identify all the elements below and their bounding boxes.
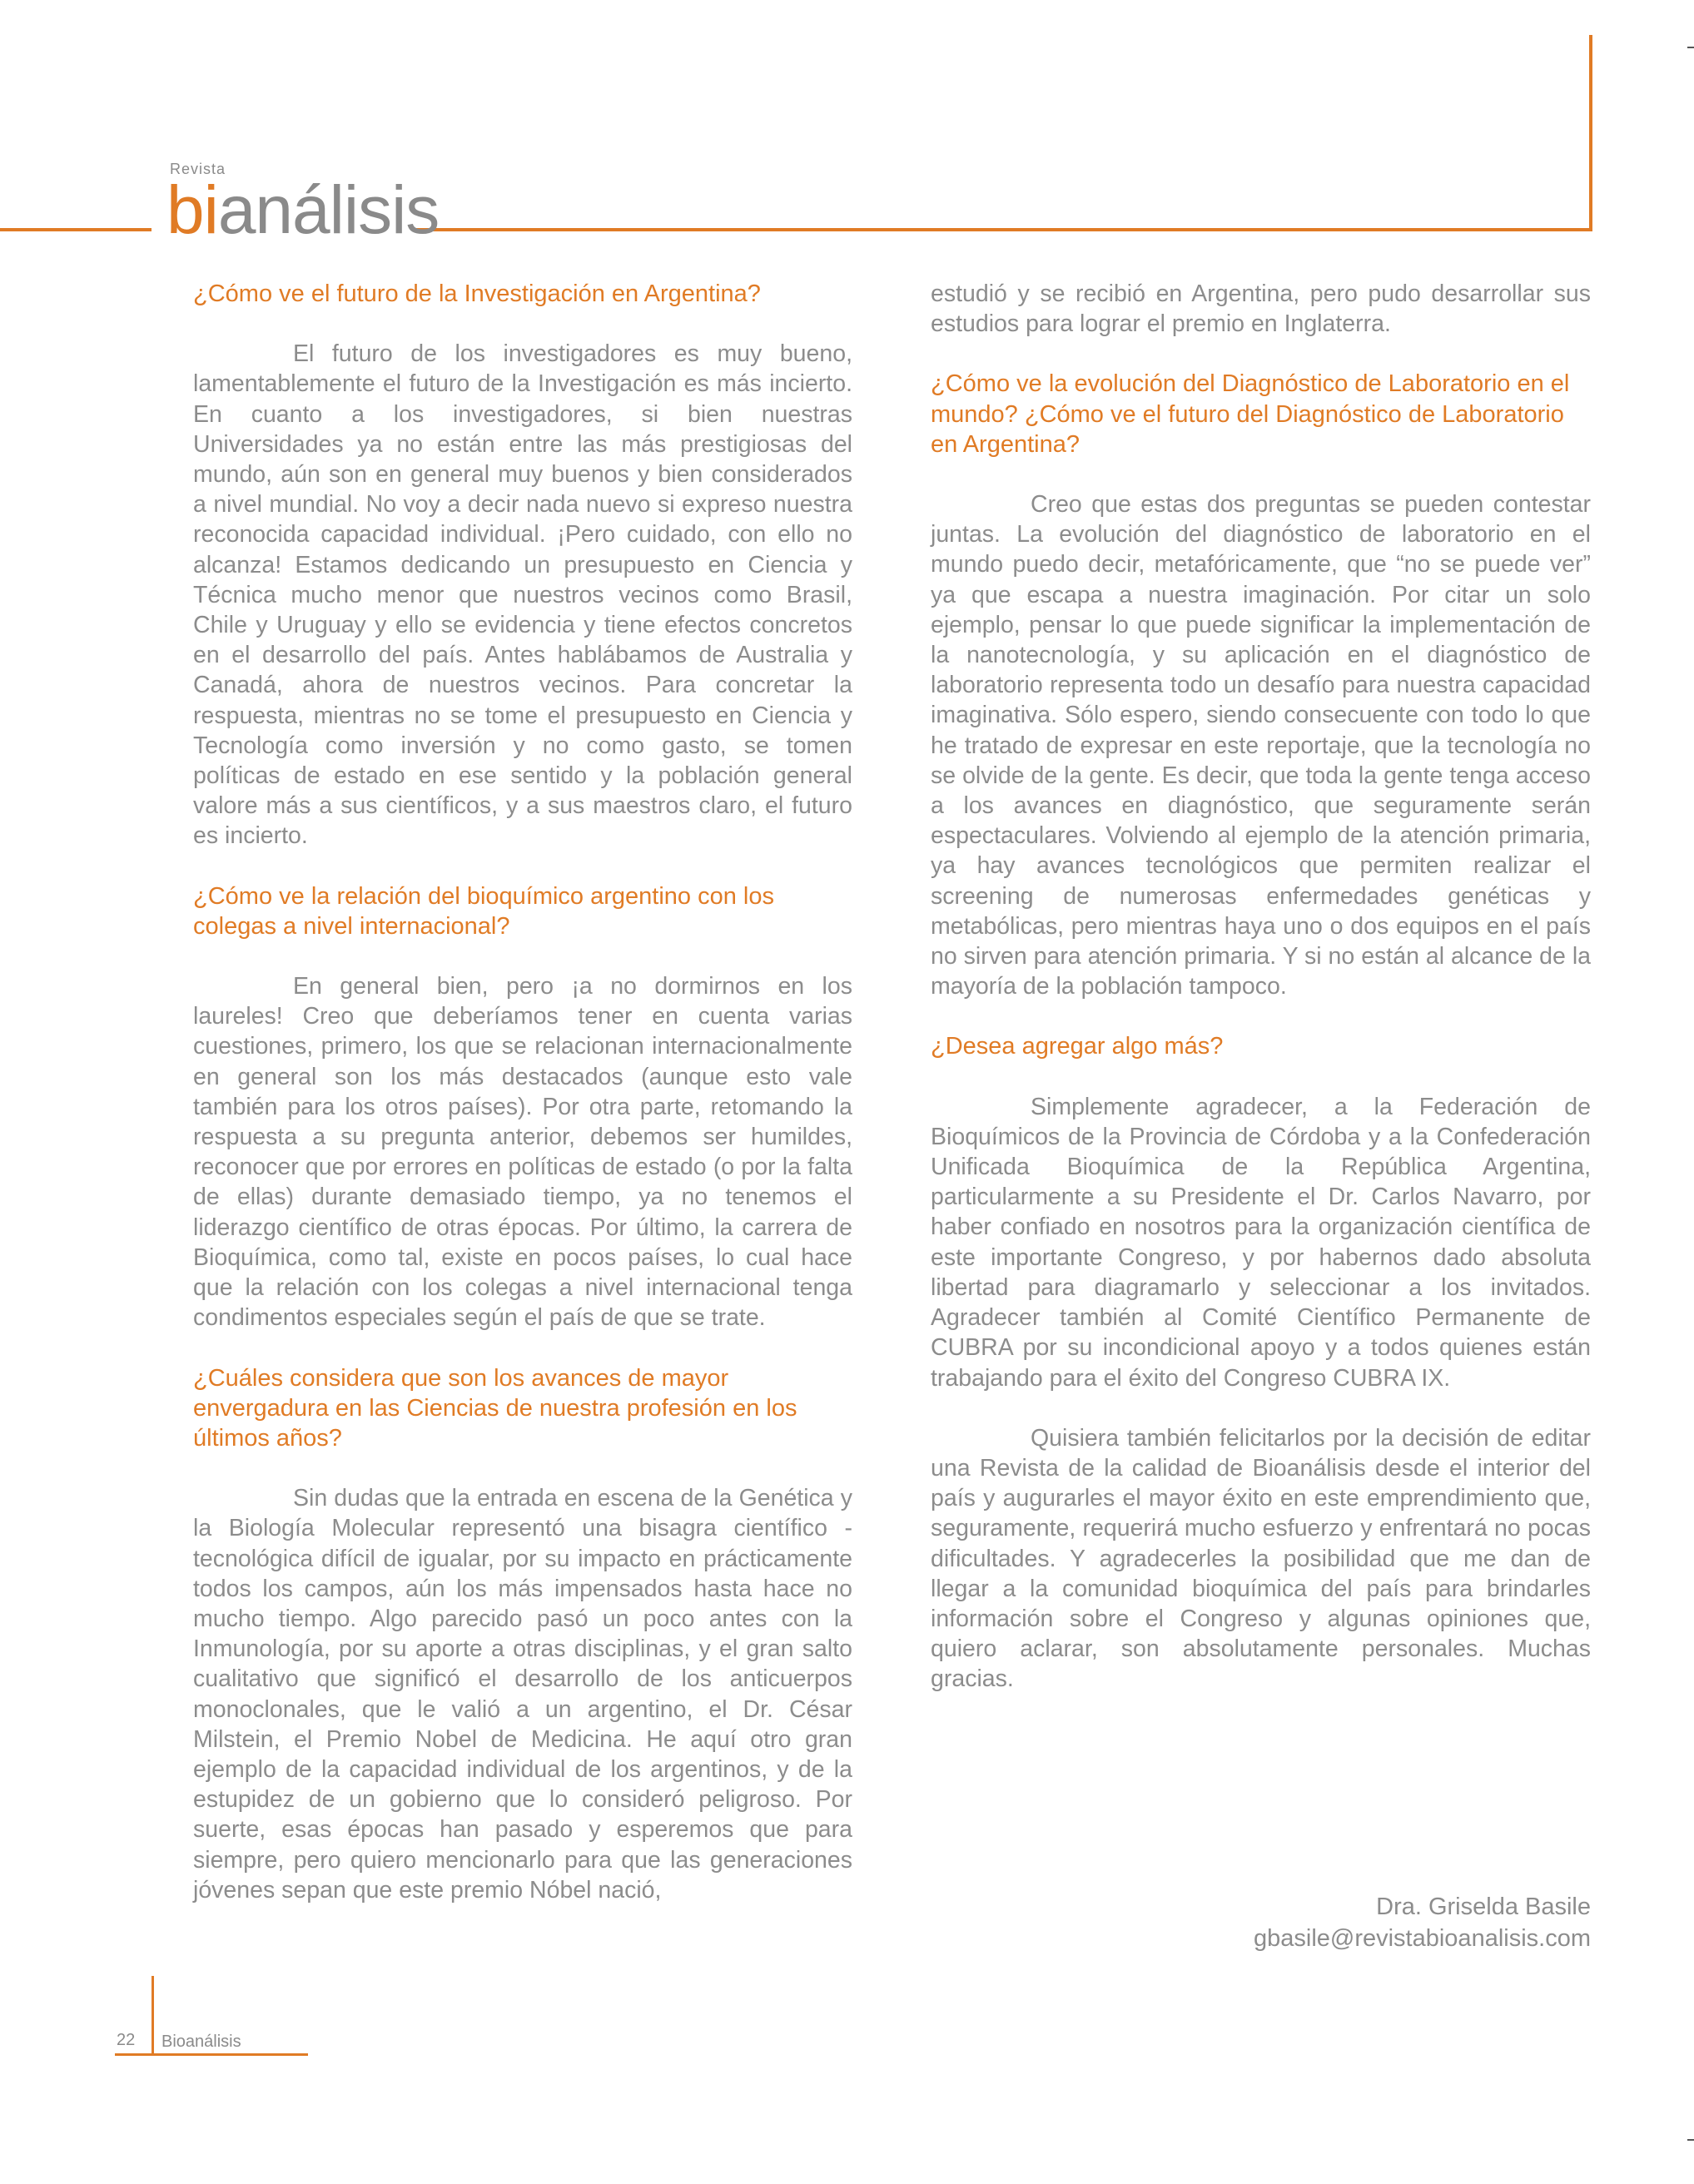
- question-heading: ¿Cómo ve la evolución del Diagnóstico de Laboratorio en el mundo? ¿Cómo ve el futuro del Diagnóstico de Laboratorio en Argentina?: [931, 370, 1570, 458]
- answer-paragraph: Quisiera también felicitarlos por la decisión de editar una Revista de la calidad de Bioanálisis desde el interior del país y augurarles el mayor éxito en este emprendimiento que, seguramente, requerirá mucho esfuerzo y enfrentará no pocas dificultades. Y agradecerles la posibilidad que me dan de llegar a la comunidad bioquímica del país para brindarles información sobre el Congreso y algunas opiniones que, quiero aclarar, son absolutamente personales. Muchas gracias.: [931, 1424, 1591, 1693]
- logo-accent: bi: [166, 172, 218, 248]
- footer-rule-horizontal: [115, 2053, 308, 2056]
- crop-mark-bottom: [1687, 2139, 1694, 2141]
- header-rule-vertical: [1589, 35, 1592, 231]
- question-heading: ¿Cuáles considera que son los avances de mayor envergadura en las Ciencias de nuestra profesión en los últimos años?: [193, 1364, 797, 1452]
- answer-paragraph: El futuro de los investigadores es muy bueno, lamentablemente el futuro de la Investigación es más incierto. En cuanto a los investigadores, si bien nuestras Universidades ya no están entre las más prestigiosas del mundo, aún son en general muy buenos y bien considerados a nivel mundial. No voy a decir nada nuevo si expreso nuestra reconocida capacidad individual. ¡Pero cuidado, con ello no alcanza! Estamos dedicando un presupuesto en Ciencia y Técnica mucho menor que nuestros vecinos como Brasil, Chile y Uruguay y ello se evidencia y tiene efectos concretos en el desarrollo del país. Antes hablábamos de Australia y Canadá, ahora de nuestros vecinos. Para concretar la respuesta, mientras no se tome el presupuesto en Ciencia y Tecnología como inversión y no como gasto, se tomen políticas de estado en ese sentido y la población general valore más a sus científicos, y a sus maestros claro, el futuro es incierto.: [193, 340, 852, 850]
- bioanalisis-logo: [166, 173, 439, 248]
- brand-revista: Revista: [170, 161, 226, 177]
- answer-paragraph: Sin dudas que la entrada en escena de la Genética y la Biología Molecular representó una bisagra científico - tecnológica difícil de igualar, por su impacto en prácticamente todos los campos, aún los más impensados hasta hace no mucho tiempo. Algo parecido pasó un poco antes con la Inmunología, por su aporte a otras disciplinas, y el gran salto cualitativo que significó el desarrollo de los anticuerpos monoclonales, que le valió a un argentino, el Dr. César Milstein, el Premio Nobel de Medicina. He aquí otro gran ejemplo de la capacidad individual de los argentinos, y de la estupidez de un gobierno que lo consideró peligroso. Por suerte, esas épocas han pasado y esperemos que para siempre, pero quiero mencionarlo para que las generaciones jóvenes sepan que este premio Nóbel nació,: [193, 1485, 852, 1904]
- answer-paragraph: Creo que estas dos preguntas se pueden contestar juntas. La evolución del diagnóstico de laboratorio en el mundo puedo decir, metafóricamente, que “no se puede ver” ya que escapa a nuestra imaginación. Por citar un solo ejemplo, pensar lo que puede significar la implementación de la nanotecnología, y su aplicación en el diagnóstico de laboratorio representa todo un desafío para nuestra capacidad imaginativa. Sólo espero, siendo consecuente con todo lo que he tratado de expresar en este reportaje, que la tecnología no se olvide de la gente. Es decir, que toda la gente tenga acceso a los avances en diagnóstico, que seguramente serán espectaculares. Volviendo al ejemplo de la atención primaria, ya hay avances tecnológicos que permiten realizar el screening de numerosas enfermedades genéticas y metabólicas, pero mientras haya uno o dos equipos en el país no sirven para atención primaria. Y si no están al alcance de la mayoría de la población tampoco.: [931, 491, 1591, 1000]
- question-heading: ¿Desea agregar algo más?: [931, 1033, 1224, 1060]
- crop-mark-top: [1687, 47, 1694, 48]
- answer-paragraph: En general bien, pero ¡a no dormirnos en los laureles! Creo que deberíamos tener en cuenta varias cuestiones, primero, los que se relacionan internacionalmente en general son los más destacados (aunque esto vale también para los otros países). Por otra parte, retomando la respuesta a su pregunta anterior, debemos ser humildes, reconocer que por errores en políticas de estado (o por la falta de ellas) durante demasiado tiempo, ya no tenemos el liderazgo científico de otras épocas. Por último, la carrera de Bioquímica, como tal, existe en pocos países, lo cual hace que la relación con los colegas a nivel internacional tenga condimentos especiales según el país de que se trate.: [193, 973, 852, 1332]
- header-rule-right: [415, 228, 1592, 231]
- left-column: [193, 279, 852, 1935]
- author-email: gbasile@revistabioanalisis.com: [1253, 1925, 1591, 1952]
- page-number: 22: [117, 2031, 136, 2049]
- footer-rule-vertical: [152, 1976, 154, 2056]
- footer-brand: Bioanálisis: [161, 2033, 241, 2051]
- logo-rest: análisis: [217, 172, 440, 248]
- question-heading: ¿Cómo ve el futuro de la Investigación en Argentina?: [193, 280, 761, 307]
- author-name: Dra. Griselda Basile: [1376, 1894, 1591, 1920]
- question-heading: ¿Cómo ve la relación del bioquímico argentino con los colegas a nivel internacional?: [193, 882, 774, 940]
- right-column: [931, 279, 1591, 1725]
- answer-paragraph: Simplemente agradecer, a la Federación de Bioquímicos de la Provincia de Córdoba y a la Confederación Unificada Bioquímica de la República Argentina, particularmente a su Presidente el Dr. Carlos Navarro, por haber confiado en nosotros para la organización científica de este importante Congreso, y por habernos dado absoluta libertad para diagramarlo y seleccionar a los invitados. Agradecer también al Comité Científico Permanente de CUBRA por su incondicional apoyo y a todos quienes están trabajando para el éxito del Congreso CUBRA IX.: [931, 1093, 1591, 1392]
- header-rule-left: [0, 228, 152, 231]
- signature: [1254, 1891, 1591, 1954]
- answer-paragraph: estudió y se recibió en Argentina, pero pudo desarrollar sus estudios para lograr el premio en Inglaterra.: [931, 280, 1591, 338]
